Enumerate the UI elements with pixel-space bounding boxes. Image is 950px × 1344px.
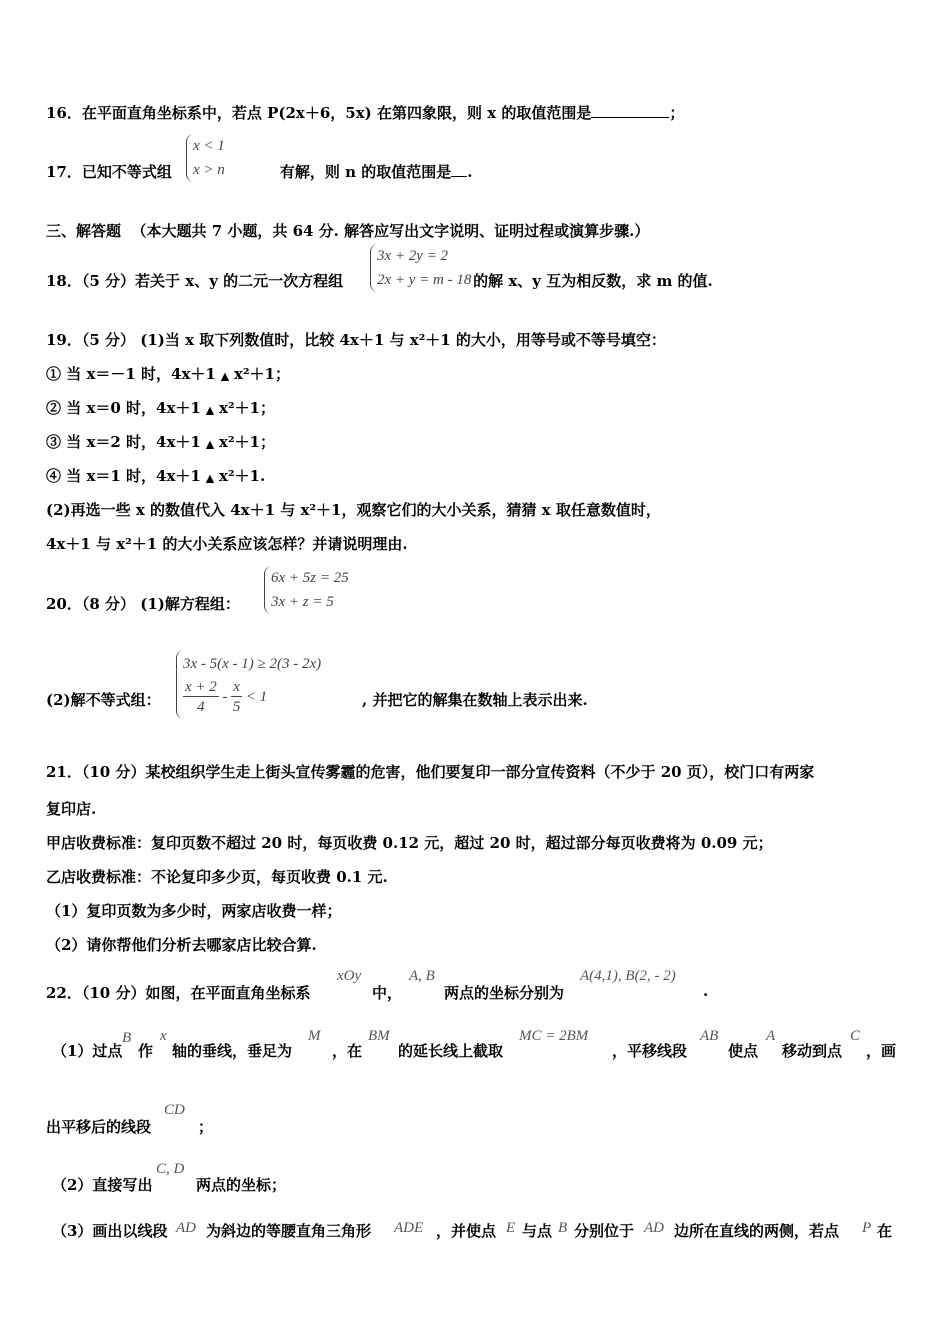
q19-item-4: ④ 当 x＝1 时，4x＋1 ▲ x²＋1. xyxy=(46,467,266,485)
q17-line: 17．已知不等式组 有解，则 n 的取值范围是 . xyxy=(46,163,473,181)
section3-heading: 三、解答题 （本大题共 7 小题，共 64 分. 解答应写出文字说明、证明过程或演算步骤.） xyxy=(46,222,650,240)
q21-line6: （2）请你帮他们分析去哪家店比较合算. xyxy=(46,936,317,954)
q20-line1: 20．（8 分） (1)解方程组： xyxy=(46,595,240,613)
q19-item-4-blank[interactable]: ▲ xyxy=(206,473,214,484)
q20-part2-prefix: (2)解不等式组： xyxy=(46,691,161,709)
q19-item-1-blank[interactable]: ▲ xyxy=(221,371,229,382)
q19-line1: 19．（5 分） (1)当 x 取下列数值时，比较 4x＋1 与 x²＋1 的大小，用等号或不等号填空： xyxy=(46,331,666,349)
q21-line4: 乙店收费标准：不论复印多少页，每页收费 0.1 元. xyxy=(46,868,388,886)
q19-item-2-blank[interactable]: ▲ xyxy=(206,405,214,416)
q19-part2-line1: (2)再选一些 x 的数值代入 4x＋1 与 x²＋1，观察它们的大小关系，猜猜 x 取任意数值时， xyxy=(46,501,661,519)
q22-math-coords: A(4,1), B(2, - 2) xyxy=(580,968,676,984)
q20-ineq-2: $\frac{x + 2}{4}$ - $\frac{x}{5}$ < 1 xyxy=(185,679,268,715)
q20-frac-2: $\frac{x}{5}$ xyxy=(232,679,241,715)
q19-part2-line2: 4x＋1 与 x²＋1 的大小关系应该怎样？并请说明理由. xyxy=(46,535,408,553)
q21-line2: 复印店. xyxy=(46,800,97,818)
q16-line: 16．在平面直角坐标系中，若点 P(2x＋6，5x) 在第四象限，则 x 的取值范围是 ； xyxy=(46,104,685,122)
q20-part2-suffix: , 并把它的解集在数轴上表示出来. xyxy=(362,691,588,709)
q21-line3: 甲店收费标准：复印页数不超过 20 时，每页收费 0.12 元，超过 20 时，超过部分每页收费将为 0.09 元； xyxy=(46,834,773,852)
q22-math-xoy: xOy xyxy=(337,968,362,984)
q19-item-3-blank[interactable]: ▲ xyxy=(206,439,214,450)
q21-line5: （1）复印页数为多少时，两家店收费一样； xyxy=(46,902,342,920)
q20-frac-1: $\frac{x + 2}{4}$ xyxy=(185,679,217,715)
q20-system: 6x + 5z = 25 3x + z = 5 xyxy=(264,566,349,614)
q19-item-3: ③ 当 x＝2 时，4x＋1 ▲ x²＋1； xyxy=(46,433,275,451)
q22-math-ab: A, B xyxy=(409,968,435,984)
q19-item-1: ① 当 x＝－1 时，4x＋1 ▲ x²＋1； xyxy=(46,365,290,383)
q16-answer-blank[interactable] xyxy=(591,103,669,118)
q22-line1-a: 22．（10 分）如图，在平面直角坐标系 xyxy=(46,984,311,1002)
q18-line: 18．（5 分）若关于 x、y 的二元一次方程组 的解 x、y 互为相反数，求 m 的值. xyxy=(46,272,713,290)
q17-answer-blank[interactable] xyxy=(451,162,467,177)
q20-ineq-1: 3x - 5(x - 1) ≥ 2(3 - 2x) xyxy=(183,656,322,672)
q18-system: 3x + 2y = 2 2x + y = m - 18 xyxy=(370,244,471,292)
q21-line1: 21．（10 分）某校组织学生走上街头宣传雾霾的危害，他们要复印一部分宣传资料（不少于 20 页），校门口有两家 xyxy=(46,763,815,781)
q17-system: x < 1 x > n xyxy=(186,134,225,182)
q20-inequality-system xyxy=(176,650,321,719)
q19-item-2: ② 当 x＝0 时，4x＋1 ▲ x²＋1； xyxy=(46,399,275,417)
q16-text: 16．在平面直角坐标系中，若点 P(2x＋6，5x) 在第四象限，则 x 的取值范围是 xyxy=(46,104,592,122)
